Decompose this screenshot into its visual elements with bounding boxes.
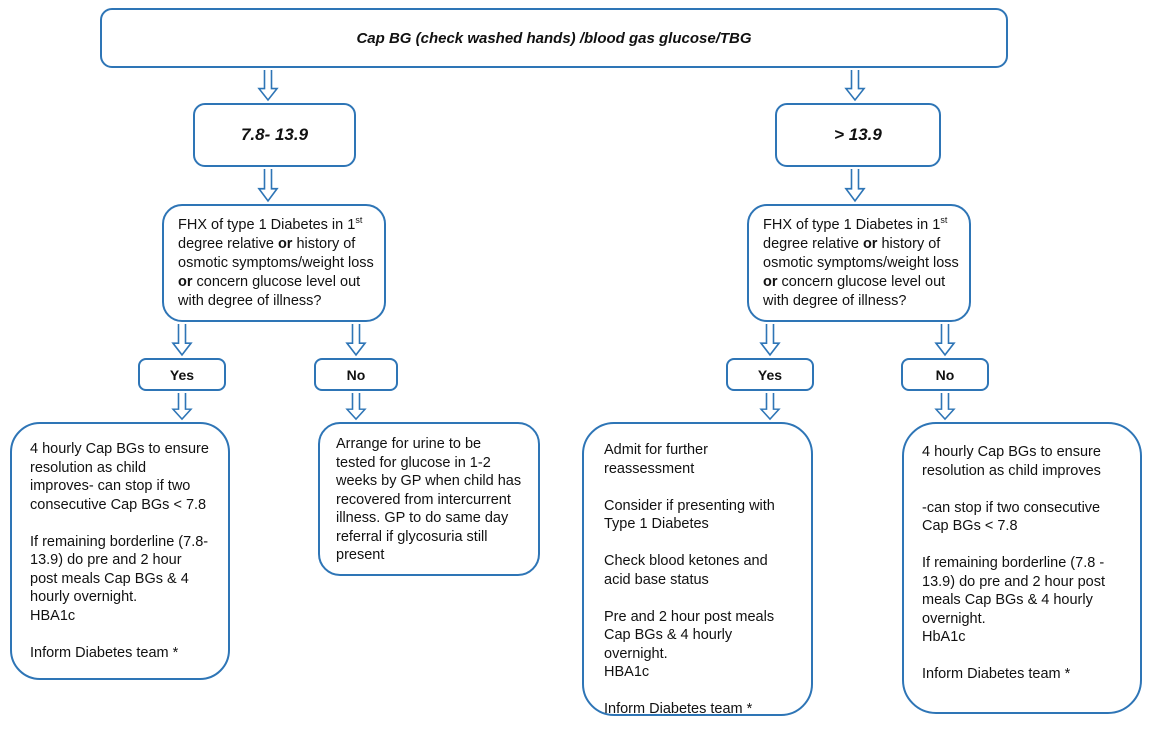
outcome-paragraph: 4 hourly Cap BGs to ensure resolution as child improves- can stop if two consecutive Cap BGs < 7.8 bbox=[30, 441, 209, 513]
question-text: concern glucose level out with degree of illness? bbox=[763, 274, 946, 309]
outcome-paragraph: Inform Diabetes team * bbox=[604, 701, 753, 717]
left-yes-box bbox=[138, 358, 226, 391]
down-arrow-icon bbox=[935, 324, 955, 356]
outcome-paragraph: Pre and 2 hour post meals Cap BGs & 4 hourly overnight. bbox=[604, 608, 775, 662]
down-arrow-icon bbox=[258, 169, 278, 202]
right-range-label: > 13.9 bbox=[834, 125, 882, 144]
question-text: FHX of type 1 Diabetes in 1 bbox=[178, 217, 356, 233]
down-arrow-icon bbox=[172, 324, 192, 356]
question-text: degree relative bbox=[178, 236, 278, 252]
left-range-label: 7.8- 13.9 bbox=[240, 125, 309, 144]
left-no-outcome-box bbox=[318, 422, 540, 576]
down-arrow-icon bbox=[346, 324, 366, 356]
question-or: or bbox=[277, 236, 293, 252]
down-arrow-icon bbox=[346, 393, 366, 420]
right-question-box bbox=[747, 204, 971, 322]
question-text: history of osmotic symptoms/weight loss bbox=[763, 236, 959, 271]
yes-label: Yes bbox=[169, 366, 195, 383]
no-label: No bbox=[346, 366, 366, 383]
outcome-paragraph: Admit for further reassessment bbox=[604, 442, 708, 477]
question-or: or bbox=[178, 274, 193, 290]
down-arrow-icon bbox=[845, 70, 865, 101]
left-yes-outcome-box bbox=[10, 422, 230, 680]
right-yes-box bbox=[726, 358, 814, 391]
outcome-paragraph: If remaining borderline (7.8- 13.9) do pre and 2 hour post meals Cap BGs & 4 hourly overnight. bbox=[30, 533, 209, 605]
right-yes-outcome-box bbox=[582, 422, 813, 716]
down-arrow-icon bbox=[760, 324, 780, 356]
right-no-box bbox=[901, 358, 989, 391]
left-range-box bbox=[193, 103, 356, 167]
down-arrow-icon bbox=[258, 70, 278, 101]
outcome-paragraph: HbA1c bbox=[922, 629, 966, 645]
outcome-paragraph: Arrange for urine to be tested for glucose in 1-2 weeks by GP when child has recovered from intercurrent illness. GP to do same day referral if glycosuria still present bbox=[336, 436, 522, 563]
right-range-box bbox=[775, 103, 941, 167]
ordinal-superscript: st bbox=[940, 215, 948, 226]
left-question-box bbox=[162, 204, 386, 322]
outcome-paragraph: HBA1c bbox=[30, 607, 76, 624]
outcome-paragraph: -can stop if two consecutive Cap BGs < 7.8 bbox=[922, 499, 1101, 534]
outcome-paragraph: Check blood ketones and acid base status bbox=[604, 553, 768, 588]
question-text: FHX of type 1 Diabetes in 1 bbox=[763, 217, 941, 233]
outcome-paragraph: Consider if presenting with Type 1 Diabetes bbox=[604, 497, 775, 532]
down-arrow-icon bbox=[760, 393, 780, 420]
question-text: degree relative bbox=[763, 236, 863, 252]
outcome-paragraph: HBA1c bbox=[604, 664, 650, 680]
down-arrow-icon bbox=[935, 393, 955, 420]
root-label: Cap BG (check washed hands) /blood gas glucose/TBG bbox=[356, 29, 752, 47]
outcome-paragraph: 4 hourly Cap BGs to ensure resolution as child improves bbox=[922, 444, 1101, 479]
question-text: concern glucose level out with degree of illness? bbox=[178, 274, 361, 309]
root-box bbox=[100, 8, 1008, 68]
question-text: history of osmotic symptoms/weight loss bbox=[178, 236, 374, 271]
down-arrow-icon bbox=[845, 169, 865, 202]
left-no-box bbox=[314, 358, 398, 391]
ordinal-superscript: st bbox=[355, 215, 363, 226]
outcome-paragraph: Inform Diabetes team * bbox=[922, 666, 1071, 682]
right-no-outcome-box bbox=[902, 422, 1142, 714]
no-label: No bbox=[935, 366, 955, 383]
question-or: or bbox=[862, 236, 878, 252]
question-or: or bbox=[763, 274, 778, 290]
outcome-paragraph: If remaining borderline (7.8 - 13.9) do pre and 2 hour post meals Cap BGs & 4 hourly overnight. bbox=[922, 555, 1105, 627]
outcome-paragraph: Inform Diabetes team * bbox=[30, 644, 179, 661]
down-arrow-icon bbox=[172, 393, 192, 420]
yes-label: Yes bbox=[757, 366, 783, 383]
